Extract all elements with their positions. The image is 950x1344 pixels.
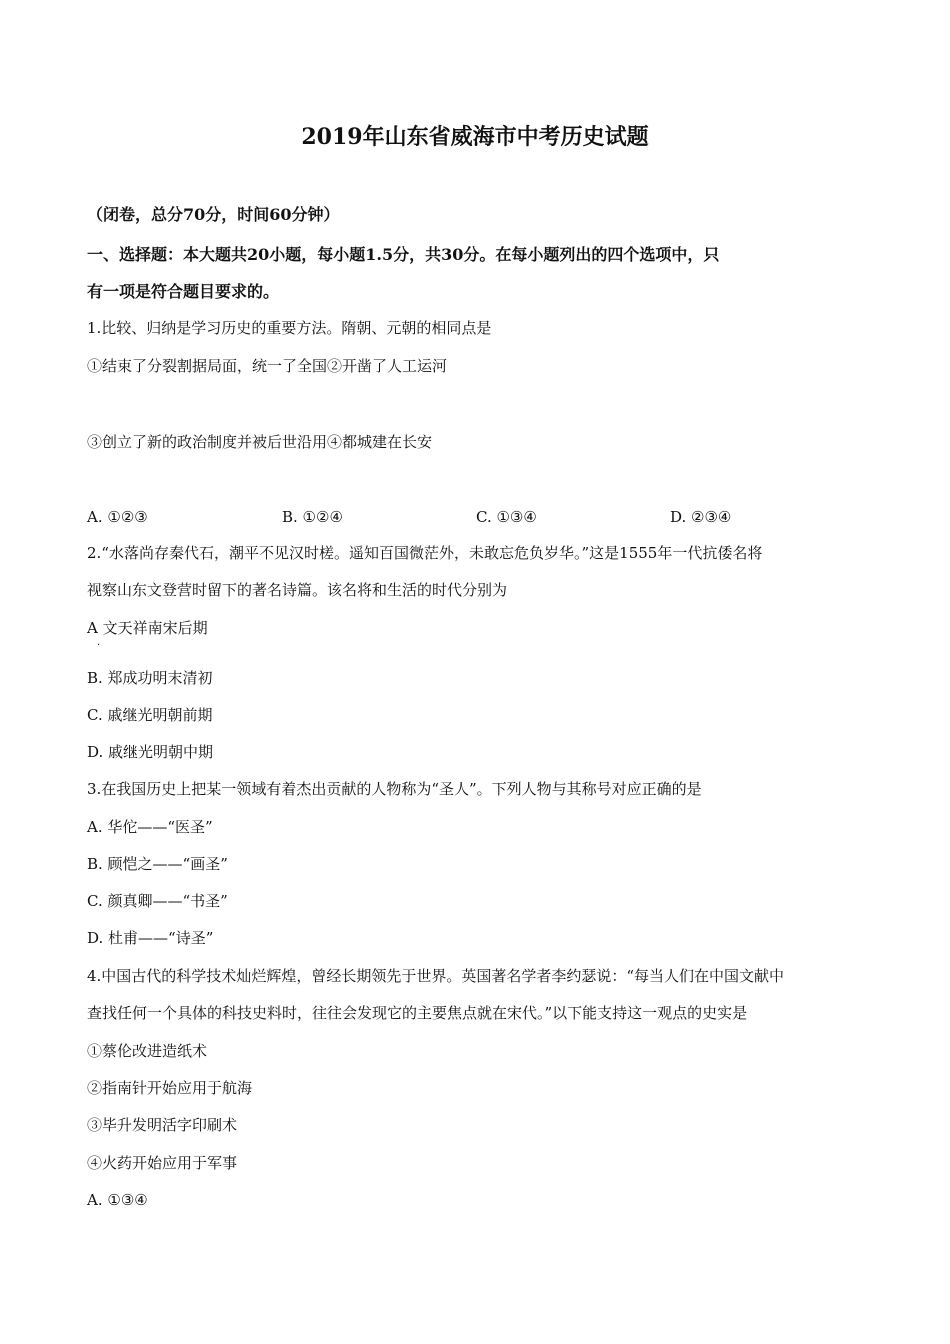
q2-option-c: C. 戚继光明朝前期: [87, 706, 213, 724]
q1-item-b: ③创立了新的政治制度并被后世沿用④都城建在长安: [87, 433, 433, 451]
q1-item-a: ①结束了分裂割据局面，统一了全国②开凿了人工运河: [87, 357, 448, 375]
exam-info: （闭卷，总分70分，时间60分钟）: [87, 205, 340, 224]
q2-stem-line-1: 2.“水落尚存秦代石，潮平不见汉时槎。遥知百国微茫外，未敢忘危负岁华。”这是1555年一代抗倭名将: [87, 544, 763, 562]
q4-item-4: ④火药开始应用于军事: [87, 1154, 238, 1172]
q1-option-c: C. ①③④: [476, 508, 537, 526]
q3-option-c: C. 颜真卿——“书圣”: [87, 892, 228, 910]
q1-stem: 1.比较、归纳是学习历史的重要方法。隋朝、元朝的相同点是: [87, 319, 492, 337]
q1-option-a: A. ①②③: [87, 508, 148, 526]
q4-option-a: A. ①③④: [87, 1191, 148, 1209]
q1-option-b: B. ①②④: [282, 508, 343, 526]
q4-stem-line-2: 查找任何一个具体的科技史料时，往往会发现它的主要焦点就在宋代。”以下能支持这一观点的史实是: [87, 1004, 748, 1022]
q3-option-b: B. 顾恺之——“画圣”: [87, 855, 228, 873]
q4-item-2: ②指南针开始应用于航海: [87, 1079, 253, 1097]
q2-option-a: A 文天祥南宋后期: [87, 619, 208, 637]
q2-option-d: D. 戚继光明朝中期: [87, 743, 214, 761]
q4-item-1: ①蔡伦改进造纸术: [87, 1042, 208, 1060]
section-heading-line-1: 一、选择题：本大题共20小题，每小题1.5分，共30分。在每小题列出的四个选项中，只: [87, 245, 720, 264]
q4-stem-line-1: 4.中国古代的科学技术灿烂辉煌，曾经长期领先于世界。英国著名学者李约瑟说：“每当人们在中国文献中: [87, 967, 784, 985]
q2-stem-line-2: 视察山东文登营时留下的著名诗篇。该名将和生活的时代分别为: [87, 581, 508, 599]
q4-item-3: ③毕升发明活字印刷术: [87, 1116, 238, 1134]
section-heading-line-2: 有一项是符合题目要求的。: [87, 282, 280, 301]
q1-option-d: D. ②③④: [670, 508, 732, 526]
stray-mark: ·: [97, 640, 101, 651]
q3-option-a: A. 华佗——“医圣”: [87, 818, 213, 836]
document-title: 2019年山东省威海市中考历史试题: [301, 124, 649, 150]
q3-option-d: D. 杜甫——“诗圣”: [87, 929, 214, 947]
q3-stem: 3.在我国历史上把某一领域有着杰出贡献的人物称为“圣人”。下列人物与其称号对应正确的是: [87, 780, 702, 798]
q2-option-b: B. 郑成功明末清初: [87, 669, 213, 687]
